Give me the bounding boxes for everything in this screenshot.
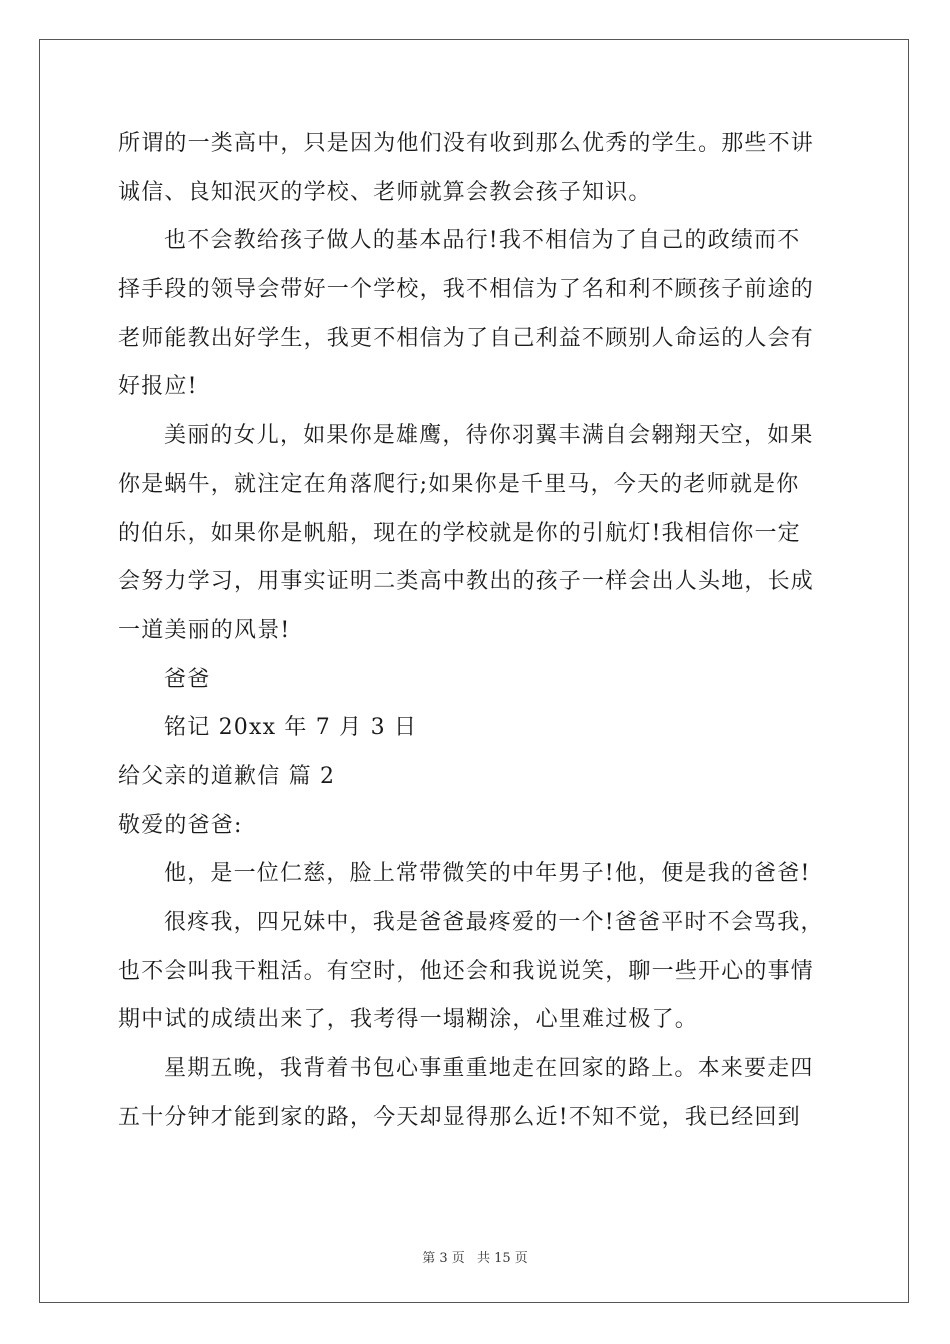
text-line: 也不会叫我干粗活。有空时，他还会和我说说笑，聊一些开心的事情 bbox=[118, 958, 815, 984]
text-line: 所谓的一类高中，只是因为他们没有收到那么优秀的学生。那些不讲 bbox=[118, 131, 815, 156]
text-line: 的伯乐，如果你是帆船，现在的学校就是你的引航灯!我相信你一定 bbox=[118, 520, 801, 546]
text-line: 他，是一位仁慈，脸上常带微笑的中年男子!他，便是我的爸爸! bbox=[164, 861, 811, 887]
text-line: 期中试的成绩出来了，我考得一塌糊涂，心里难过极了。 bbox=[118, 1007, 699, 1033]
text-line: 择手段的领导会带好一个学校，我不相信为了名和利不顾孩子前途的 bbox=[118, 277, 815, 303]
page-footer bbox=[0, 1247, 950, 1266]
text-line: 老师能教出好学生，我更不相信为了自己利益不顾别人命运的人会有 bbox=[118, 325, 815, 351]
text-line: 美丽的女儿，如果你是雄鹰，待你羽翼丰满自会翱翔天空，如果 bbox=[164, 423, 814, 449]
text-line: 给父亲的道歉信 篇 2 bbox=[118, 763, 336, 789]
page-number: 第 3 页 bbox=[422, 1251, 465, 1266]
text-line: 星期五晚，我背着书包心事重重地走在回家的路上。本来要走四 bbox=[164, 1056, 814, 1082]
text-line: 诚信、良知泯灭的学校、老师就算会教会孩子知识。 bbox=[118, 179, 652, 205]
page-total: 共 15 页 bbox=[476, 1251, 528, 1266]
text-line: 爸爸 bbox=[164, 666, 211, 692]
text-line: 铭记 20xx 年 7 月 3 日 bbox=[164, 715, 418, 741]
text-line: 会努力学习，用事实证明二类高中教出的孩子一样会出人头地，长成 bbox=[118, 569, 815, 595]
text-line: 五十分钟才能到家的路，今天却显得那么近!不知不觉，我已经回到 bbox=[118, 1104, 801, 1130]
text-line: 一道美丽的风景! bbox=[118, 617, 291, 643]
document-body bbox=[118, 120, 838, 1142]
text-line: 敬爱的爸爸: bbox=[118, 812, 243, 838]
text-line: 很疼我，四兄妹中，我是爸爸最疼爱的一个!爸爸平时不会骂我， bbox=[164, 910, 824, 935]
text-line: 好报应! bbox=[118, 374, 198, 400]
text-line: 也不会教给孩子做人的基本品行!我不相信为了自己的政绩而不 bbox=[164, 228, 801, 254]
text-line: 你是蜗牛，就注定在角落爬行;如果你是千里马，今天的老师就是你 bbox=[118, 471, 800, 497]
